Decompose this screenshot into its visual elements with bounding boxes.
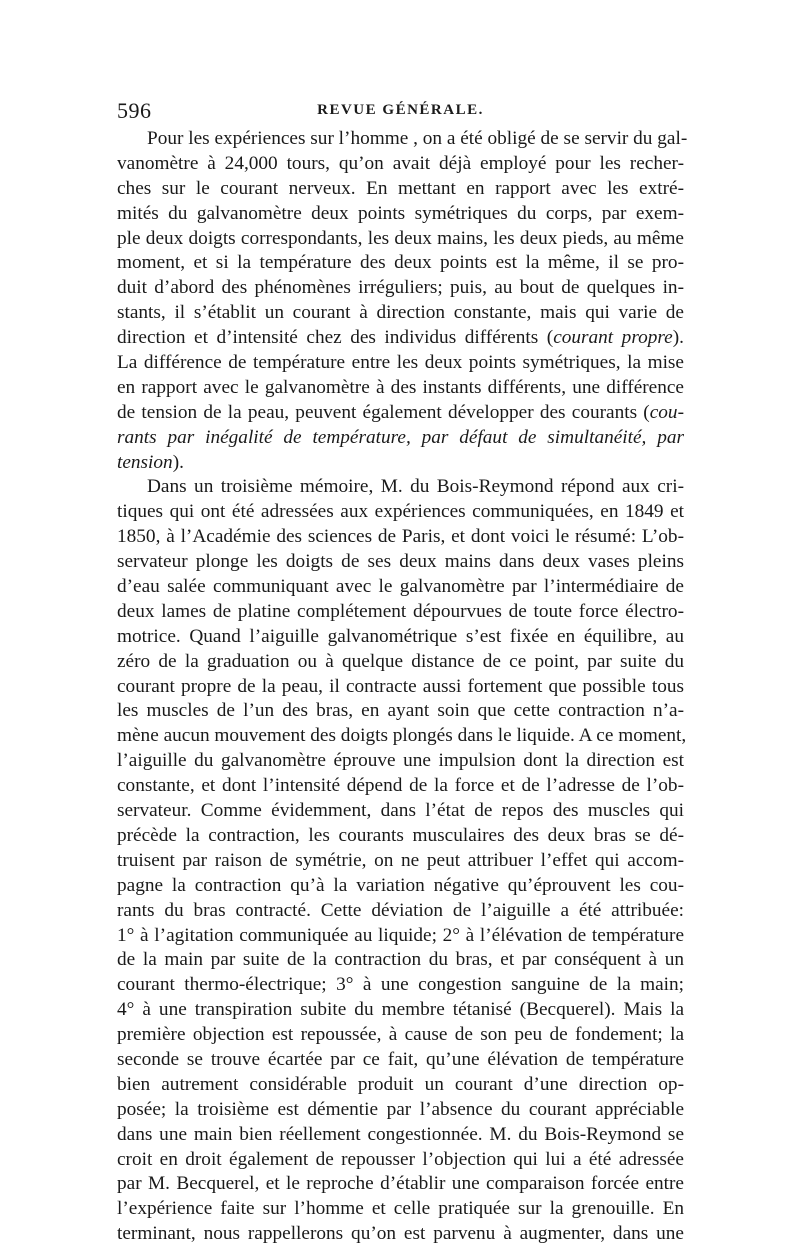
text-line: vanomètre à 24,000 tours, qu’on avait déjà employé pour les recher-	[117, 152, 684, 174]
text-line: courant propre de la peau, il contracte aussi fortement que possible tous	[117, 675, 684, 697]
text-line: zéro de la graduation ou à quelque distance de ce point, par suite du	[117, 650, 684, 672]
text-line: première objection est repoussée, à cause de son peu de fondement; la	[117, 1024, 684, 1046]
text-line: ches sur le courant nerveux. En mettant en rapport avec les extré-	[117, 177, 684, 199]
text-segment: direction et d’intensité chez des individus différents (	[117, 327, 554, 349]
text-line: par M. Becquerel, et le reproche d’établir une comparaison forcée entre	[117, 1173, 684, 1195]
text-segment: ).	[672, 327, 684, 349]
text-line: l’expérience faite sur l’homme et celle pratiquée sur la grenouille. En	[117, 1198, 684, 1220]
text-line: croit en droit également de repousser l’objection qui lui a été adressée	[117, 1148, 684, 1170]
text-line: pagne la contraction qu’à la variation négative qu’éprouvent les cou-	[117, 874, 684, 896]
text-line: 4° à une transpiration subite du membre tétanisé (Becquerel). Mais la	[117, 999, 684, 1021]
text-line: dans une main bien réellement congestionnée. M. du Bois-Reymond se	[117, 1123, 684, 1145]
text-line: d’eau salée communiquant avec le galvanomètre par l’intermédiaire de	[117, 576, 684, 598]
text-line: bien autrement considérable produit un courant d’une direction op-	[117, 1073, 684, 1095]
text-line: tiques qui ont été adressées aux expériences communiquées, en 1849 et	[117, 501, 684, 523]
text-line: 1850, à l’Académie des sciences de Paris, et dont voici le résumé: L’ob-	[117, 526, 684, 548]
text-line: constante, et dont l’intensité dépend de la force et de l’adresse de l’ob-	[117, 775, 684, 797]
italic-term: rants par inégalité de température, par défaut de simultanéité, par	[117, 426, 684, 448]
italic-term: cou-	[649, 401, 684, 423]
text-line: servateur plonge les doigts de ses deux mains dans deux vases pleins	[117, 551, 684, 573]
text-line: précède la contraction, les courants musculaires des deux bras se dé-	[117, 824, 684, 846]
body-text	[117, 127, 688, 1247]
text-line	[117, 451, 684, 476]
text-line: deux lames de platine complétement dépourvues de toute force électro-	[117, 600, 684, 622]
italic-term: tension	[117, 451, 173, 473]
text-line	[117, 426, 684, 451]
text-line: courant thermo-électrique; 3° à une congestion sanguine de la main;	[117, 974, 684, 996]
text-line: les muscles de l’un des bras, en ayant soin que cette contraction n’a-	[117, 700, 684, 722]
text-line	[117, 326, 684, 351]
text-line: mités du galvanomètre deux points symétriques du corps, par exem-	[117, 202, 684, 224]
running-title: REVUE GÉNÉRALE.	[317, 102, 484, 118]
page-number: 596	[117, 98, 152, 123]
text-line: ple deux doigts correspondants, les deux mains, les deux pieds, au même	[117, 227, 684, 249]
text-line: 1° à l’agitation communiquée au liquide; 2° à l’élévation de température	[117, 924, 684, 946]
text-line: rants du bras contracté. Cette déviation de l’aiguille a été attribuée:	[117, 899, 684, 921]
text-line	[117, 401, 684, 426]
text-line: truisent par raison de symétrie, on ne peut attribuer l’effet qui accom-	[117, 849, 684, 871]
text-line: posée; la troisième est démentie par l’absence du courant appréciable	[117, 1098, 684, 1120]
text-line: duit d’abord des phénomènes irréguliers; puis, au bout de quelques in-	[117, 277, 684, 299]
italic-term: courant propre	[553, 327, 673, 349]
text-line: servateur. Comme évidemment, dans l’état de repos des muscles qui	[117, 800, 684, 822]
text-line: seconde se trouve écartée par ce fait, qu’une élévation de température	[117, 1048, 684, 1070]
text-line: mène aucun mouvement des doigts plongés dans le liquide. A ce moment,	[117, 725, 687, 747]
text-line: Pour les expériences sur l’homme , on a été obligé de se servir du gal-	[147, 128, 688, 149]
text-line: La différence de température entre les deux points symétriques, la mise	[117, 352, 684, 374]
text-line: motrice. Quand l’aiguille galvanométrique s’est fixée en équilibre, au	[117, 625, 684, 647]
text-line: l’aiguille du galvanomètre éprouve une impulsion dont la direction est	[117, 750, 684, 772]
text-line: de la main par suite de la contraction du bras, et par conséquent à un	[117, 949, 684, 971]
text-line: terminant, nous rappellerons qu’on est parvenu à augmenter, dans une	[117, 1223, 684, 1245]
text-line: stants, il s’établit un courant à direction constante, mais qui varie de	[117, 302, 684, 324]
text-segment: ).	[172, 451, 184, 473]
text-line: en rapport avec le galvanomètre à des instants différents, une différence	[117, 376, 684, 398]
text-line: Dans un troisième mémoire, M. du Bois-Reymond répond aux cri-	[147, 476, 684, 498]
text-segment: de tension de la peau, peuvent également développer des courants (	[117, 401, 650, 423]
page-header	[117, 98, 684, 124]
text-line: moment, et si la température des deux points est la même, il se pro-	[117, 252, 684, 274]
